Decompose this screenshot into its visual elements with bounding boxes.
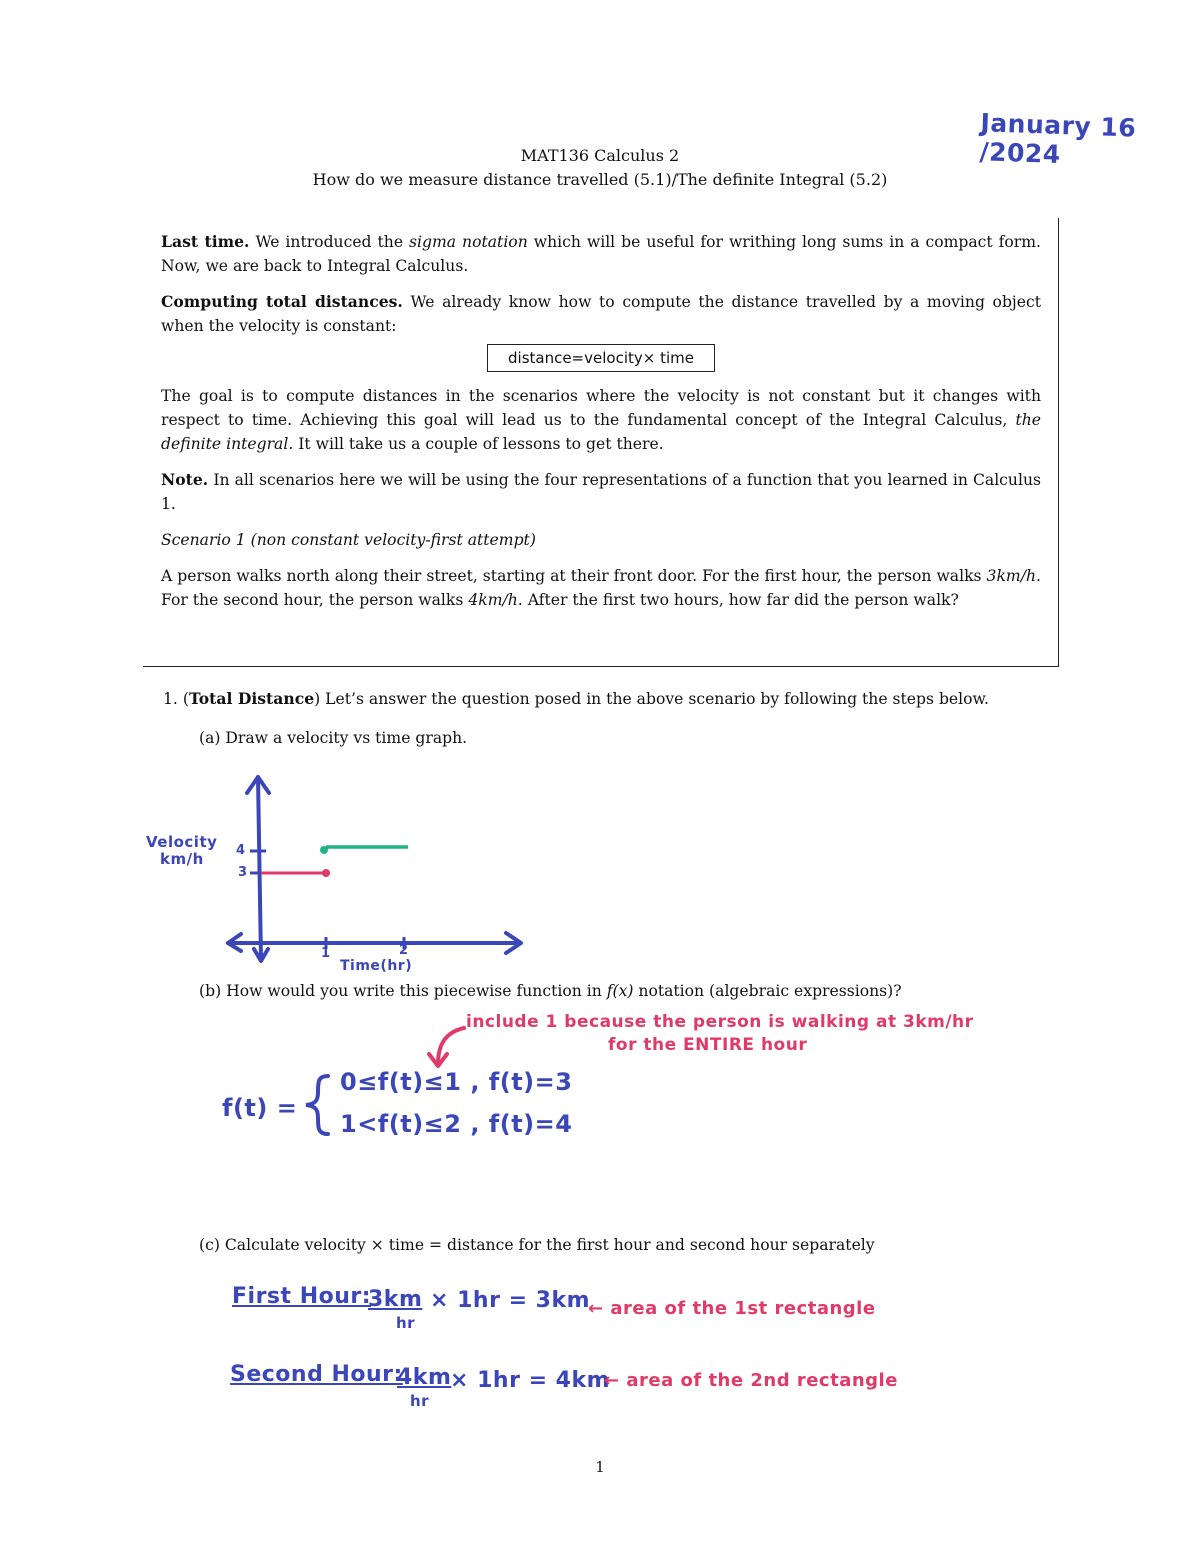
goal-text-b: It will take us a couple of lessons to get there. [298, 435, 664, 453]
y-tick-label-4: 4 [236, 843, 246, 858]
question-text: ) Let’s answer the question posed in the above scenario by following the steps below. [314, 690, 989, 708]
part-c-prompt: (c) Calculate velocity × time = distance for the first hour and second hour separately [199, 1236, 875, 1254]
segment-hour-2-endpoint [320, 846, 328, 854]
computing-paragraph [161, 290, 1041, 338]
scenario-title: Scenario 1 (non constant velocity-first attempt) [161, 531, 536, 549]
second-hour-calculation: × 1hr = 4km [450, 1368, 611, 1393]
goal-text-a: The goal is to compute distances in the scenarios where the velocity is not constant but it changes with respect to time. Achieving this goal will lead us to the fundamental concept of the Integral Calculus, [161, 387, 1041, 429]
goal-paragraph [161, 384, 1041, 456]
piecewise-case-2: 1<f(t)≤2 , f(t)=4 [340, 1110, 573, 1138]
second-hour-label: Second Hour: [230, 1362, 403, 1387]
scenario-velocity-1: 3km/h [986, 567, 1037, 585]
part-b-fx: f(x) [606, 982, 634, 1000]
part-a-prompt: (a) Draw a velocity vs time graph. [199, 729, 468, 747]
segment-hour-1-endpoint [322, 869, 330, 877]
page-number: 1 [595, 1458, 605, 1476]
date-annotation: January 16 /2024 [979, 108, 1137, 169]
scenario-paragraph [161, 564, 1041, 612]
part-b-text-a: (b) How would you write this piecewise function in [199, 982, 602, 1000]
y-tick-label-3: 3 [238, 865, 248, 880]
scenario-text-a: A person walks north along their street, starting at their front door. For the first hour, the person walks [161, 567, 982, 585]
first-hour-denominator: hr [396, 1314, 416, 1332]
x-tick-label-2: 2 [399, 943, 409, 958]
note-label: Note. [161, 470, 209, 489]
scenario-text-b: . For the second hour, the person walks [161, 567, 1041, 609]
intro-box [143, 218, 1059, 667]
first-hour-numerator: 3km [368, 1287, 423, 1312]
second-hour-denominator: hr [410, 1392, 430, 1410]
computing-label: Computing total distances. [161, 292, 403, 311]
part-b-prompt [199, 982, 902, 1000]
include-note-arrow [424, 1022, 474, 1072]
lecture-topic: How do we measure distance travelled (5.1)/The definite Integral (5.2) [312, 170, 888, 189]
question-open-paren: ( [182, 690, 189, 708]
intro-box-content [161, 230, 1041, 624]
first-hour-note: ← area of the 1st rectangle [588, 1298, 876, 1319]
last-time-label: Last time. [161, 232, 250, 251]
computing-text: We already know how to compute the distance travelled by a moving object when the velocity is constant: [161, 293, 1041, 335]
velocity-time-graph [140, 765, 540, 985]
part-b-text-b: notation (algebraic expressions)? [638, 982, 902, 1000]
sigma-notation-term: sigma notation [409, 233, 528, 251]
question-label: Total Distance [188, 689, 315, 708]
last-time-text-b: which will be useful for writhing long sums in a compact form. Now, we are back to Integral Calculus. [161, 233, 1042, 275]
last-time-text-a: We introduced the [255, 233, 404, 251]
y-axis-label-line-2: km/h [160, 850, 204, 868]
course-title: MAT136 Calculus 2 [520, 146, 680, 165]
piecewise-lhs: f(t) = [222, 1094, 298, 1122]
definite-integral-term: the definite integral. [161, 411, 1041, 453]
second-hour-note: ← area of the 2nd rectangle [604, 1370, 898, 1391]
question-1 [163, 689, 989, 708]
note-text: In all scenarios here we will be using the four representations of a function that you learned in Calculus 1. [161, 471, 1041, 513]
x-tick-label-1: 1 [321, 946, 331, 961]
scenario-text-c: . After the first two hours, how far did the person walk? [517, 591, 959, 609]
distance-formula-box: distance=velocity× time [487, 344, 715, 372]
include-note-line-1: include 1 because the person is walking at 3km/hr [466, 1012, 974, 1032]
y-axis [258, 777, 261, 960]
piecewise-brace [298, 1070, 338, 1140]
piecewise-case-1: 0≤f(t)≤1 , f(t)=3 [340, 1068, 573, 1096]
second-hour-numerator: 4km [397, 1365, 452, 1390]
y-axis-label [146, 834, 217, 868]
y-axis-label-line-1: Velocity [146, 833, 218, 851]
first-hour-calculation: × 1hr = 3km [430, 1288, 591, 1313]
include-note-line-2: for the ENTIRE hour [608, 1035, 808, 1055]
first-hour-label: First Hour: [232, 1284, 372, 1309]
last-time-paragraph [161, 230, 1041, 278]
question-number: 1. [163, 690, 178, 708]
note-paragraph [161, 468, 1041, 516]
x-axis-label: Time(hr) [340, 958, 413, 974]
scenario-velocity-2: 4km/h [468, 591, 518, 609]
